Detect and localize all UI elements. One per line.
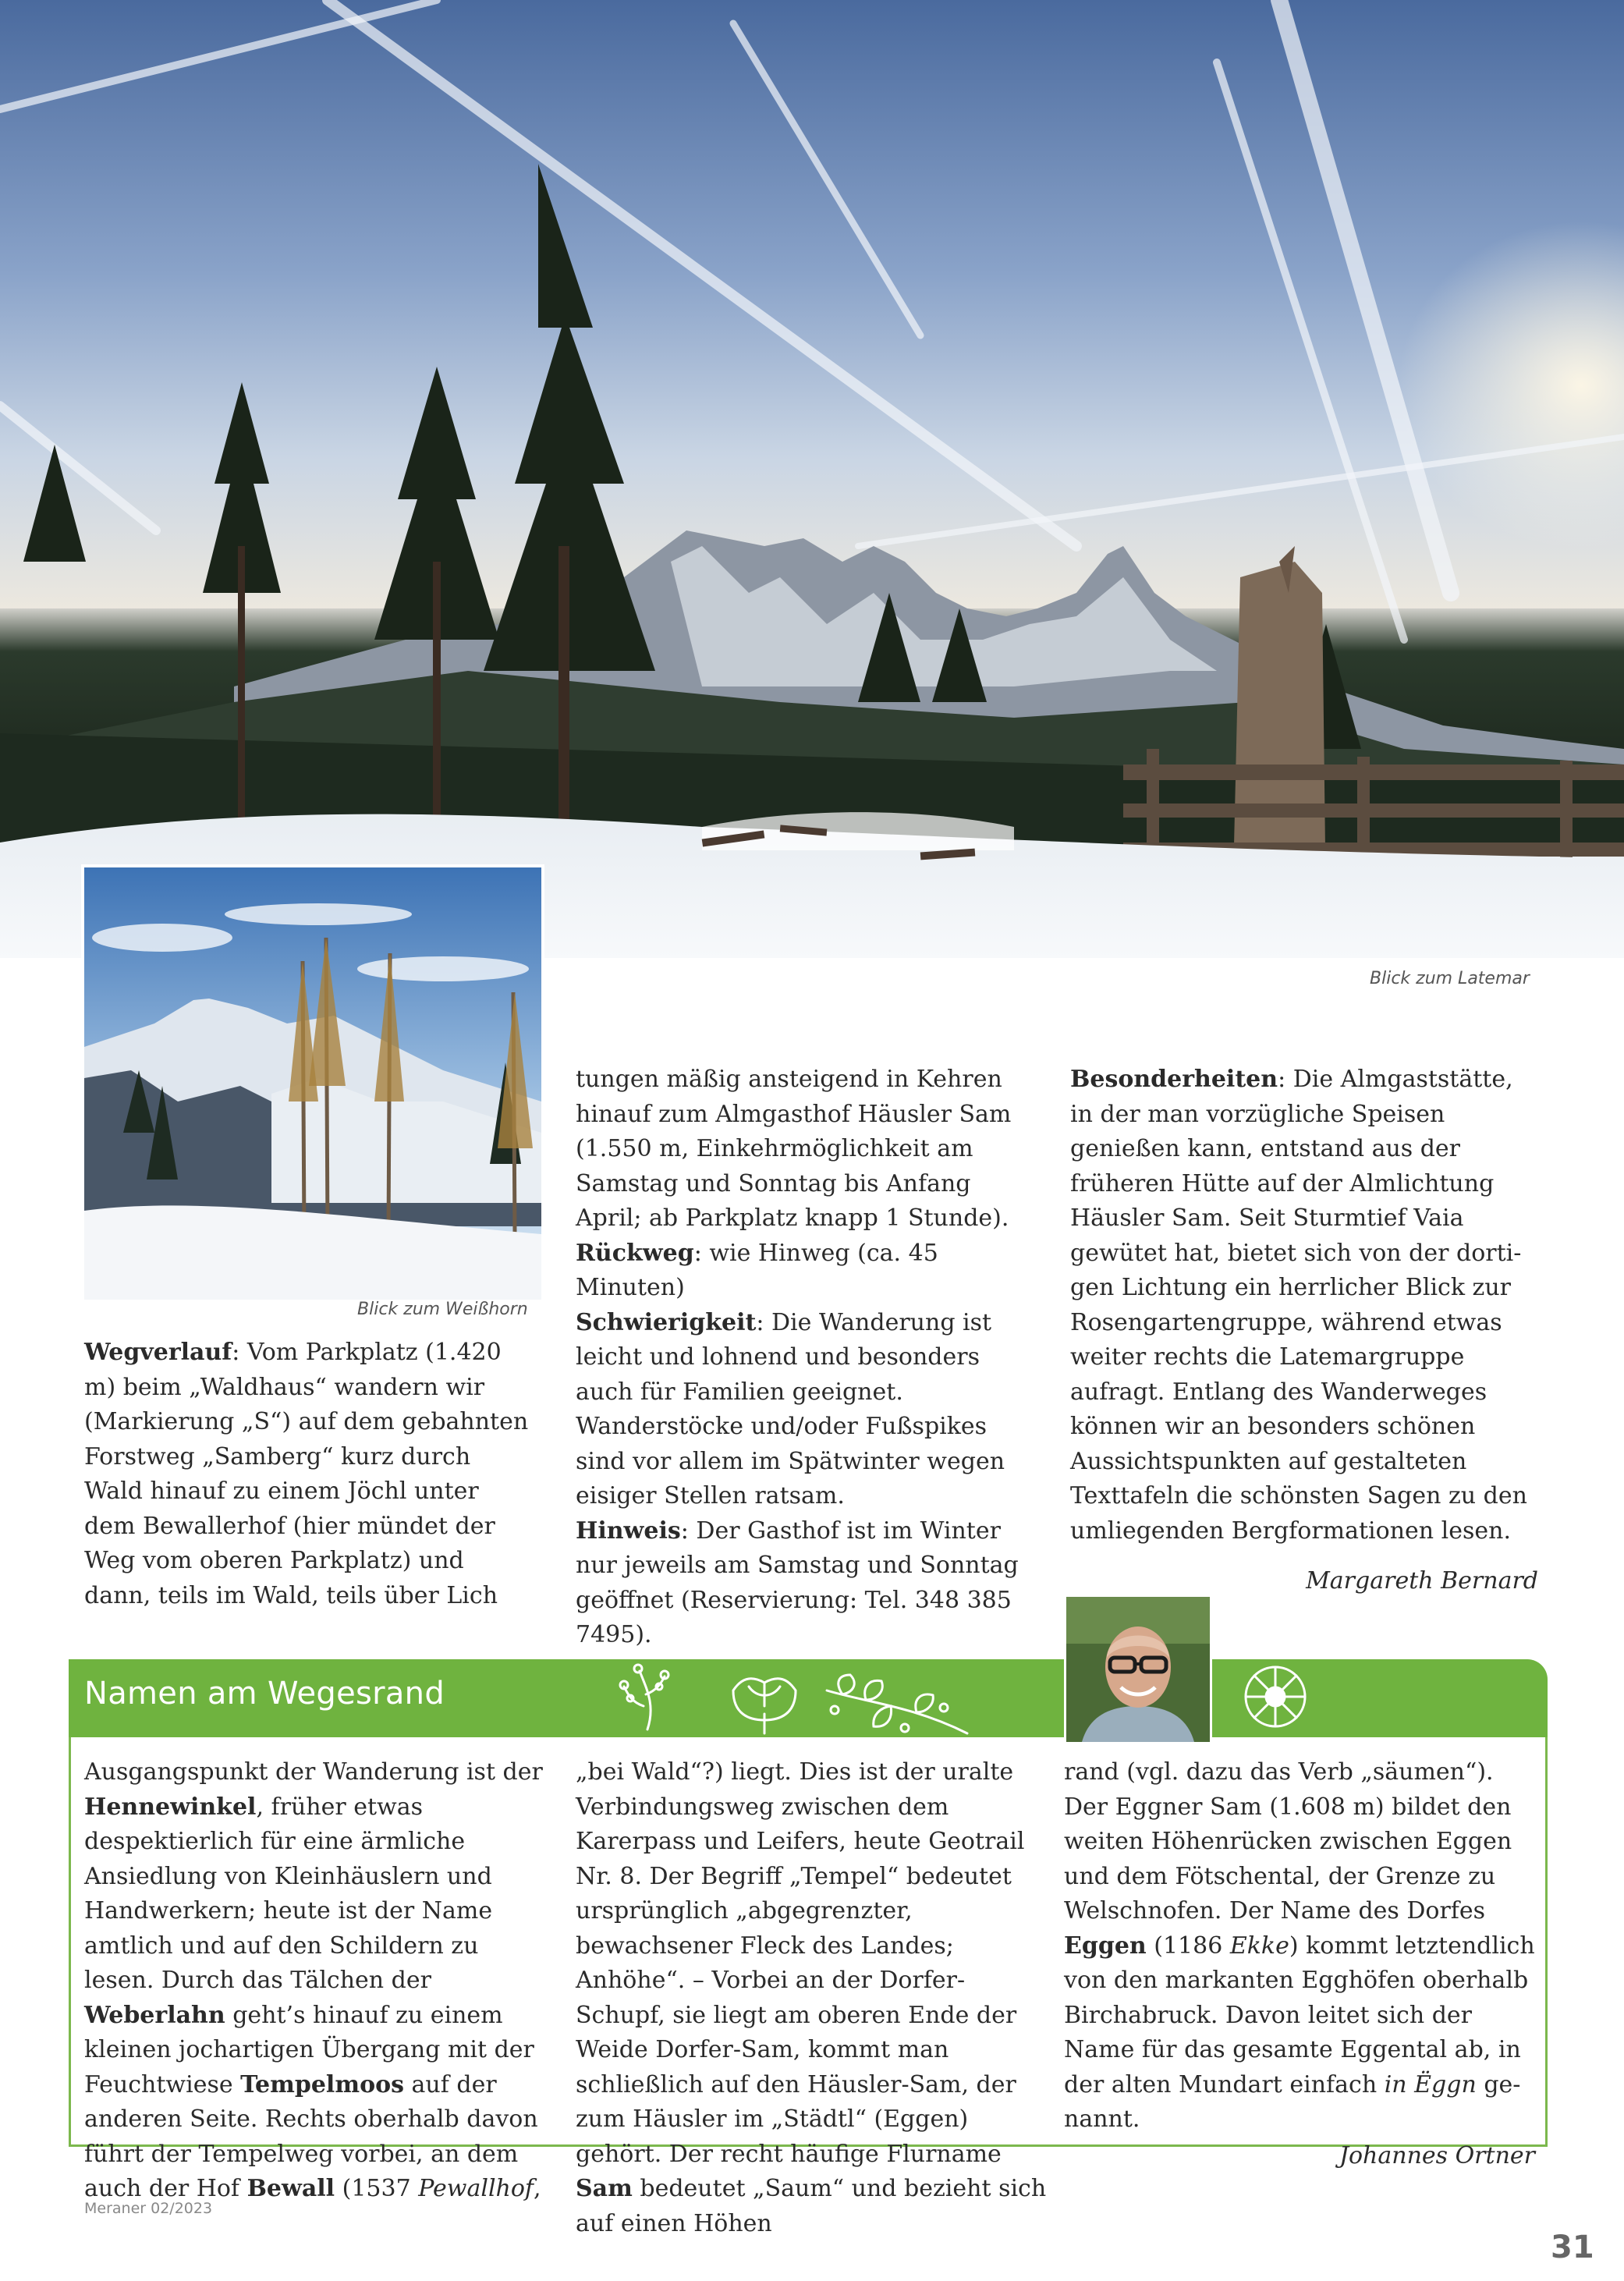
floral-decoration-icon xyxy=(601,1659,1342,1737)
author-portrait xyxy=(1064,1595,1212,1744)
box-col3-text-3: ) kommt letztendlich von den markanten Egghöfen oberhalb Birchabruck. Davon leitet sich der Name für das gesamte Eggental ab, in der alten Mundart einfach xyxy=(1064,1932,1535,2098)
article-column-1 xyxy=(84,1336,532,1613)
wegverlauf-label: Wegverlauf xyxy=(84,1339,232,1366)
box-col1-text-1: Ausgangspunkt der Wanderung ist der xyxy=(84,1758,543,1786)
box-column-3 xyxy=(1064,1755,1535,2173)
box-title: Namen am Wegesrand xyxy=(84,1676,445,1712)
box-col1-text-2: , früher etwas despektierlich für eine ärmliche Ansiedlung von Kleinhäuslern und Handwerkern; heute ist der Name amtlich und auf den Schildern zu lesen. Durch das Tälchen der xyxy=(84,1793,493,1994)
hero-photo-illustration xyxy=(0,0,1624,958)
schwierigkeit-label: Schwierigkeit xyxy=(576,1308,757,1336)
box-col3-text-2: (1186 xyxy=(1146,1932,1230,1960)
besonderheiten-label: Besonderheiten xyxy=(1070,1066,1278,1093)
inset-photo-illustration xyxy=(84,867,541,1300)
rueckweg-label: Rückweg xyxy=(576,1239,694,1267)
box-col1-text-4: auf der anderen Seite. Rechts oberhalb davon führt der Tempelweg vorbei, an dem auch der Hof xyxy=(84,2070,538,2202)
wegverlauf-text: : Vom Parkplatz (1.420 m) beim „Waldhaus“ wandern wir (Markierung „S“) auf dem gebahnten Forstweg „Samberg“ kurz durch Wald hinauf zu einem Jöchl unter dem Bewallerhof (hier mündet der Weg vom oberen Parkplatz) und dann, teils im Wald, teils über Lich xyxy=(84,1339,529,1609)
hinweis-text: : Der Gasthof ist im Winter nur jeweils am Samstag und Sonntag geöffnet (Reservierung: Tel. 348 385 7495). xyxy=(576,1517,1019,1648)
hinweis-paragraph xyxy=(576,1514,1044,1653)
hinweis-label: Hinweis xyxy=(576,1517,681,1545)
box-col1-bold-bewall: Bewall xyxy=(246,2175,335,2202)
box-column-1 xyxy=(84,1755,548,2207)
schwierigkeit-text: : Die Wanderung ist leicht und lohnend und besonders auch für Familien geeignet. Wanderstöcke und/oder Fußspikes sind vor allem im Spätwinter wegen eisiger Stellen ratsam. xyxy=(576,1308,1005,1509)
box-col1-text-3: geht’s hinauf zu einem kleinen jochartigen Übergang mit der Feuchtwiese xyxy=(84,2001,534,2098)
box-col3-text-4: genannt. xyxy=(1064,2070,1521,2133)
article-column-2 xyxy=(576,1062,1044,1653)
box-col1-bold-tempelmoos: Tempelmoos xyxy=(240,2070,404,2098)
box-col1-text-5: (1537 xyxy=(335,2175,419,2202)
box-col1-bold-hennewinkel: Hennewinkel xyxy=(84,1793,257,1821)
rueckweg-paragraph xyxy=(576,1236,1044,1306)
inset-photo-weisshorn xyxy=(81,864,544,1303)
box-col2-text-1: „bei Wald“?) liegt. Dies ist der uralte Verbindungsweg zwischen dem Karerpass und Leifers, heute Geotrail Nr. 8. Der Begriff „Tempel“ bedeutet ursprünglich „abgegrenzter, bewachsener Fleck des Landes; Anhöhe“. – Vorbei an der Dorfer-Schupf, sie liegt am oberen Ende der Weide Dorfer-Sam, kommt man schließlich auf den Häusler-Sam, der zum Häusler im „Städtl“ (Eggen) gehört. Der recht häufige Flurname xyxy=(576,1758,1025,2168)
hero-caption: Blick zum Latemar xyxy=(1370,969,1530,988)
box-column-2 xyxy=(576,1755,1048,2241)
besonderheiten-paragraph xyxy=(1070,1062,1538,1548)
article-author: Margareth Bernard xyxy=(1306,1567,1538,1595)
box-col3-italic-in-eggn: in Ëggn xyxy=(1384,2070,1477,2098)
besonderheiten-text: : Die Almgaststätte, in der man vorzügliche Speisen genießen kann, entstand aus der früheren Hütte auf der Almlichtung Häusler Sam. Seit Sturmtief Vaia gewütet hat, bietet sich von der dortigen Lichtung ein herrlicher Blick zur Rosengartengruppe, während etwas weiter rechts die Latemargruppe aufragt. Entlang des Wanderweges können wir an besonders schönen Aussichtspunkten auf gestalteten Texttafeln die schönsten Sagen zu den umliegenden Bergformationen lesen. xyxy=(1070,1066,1527,1545)
box-col3-bold-eggen: Eggen xyxy=(1064,1932,1147,1960)
box-col2-paragraph xyxy=(576,1755,1048,2241)
box-author: Johannes Ortner xyxy=(1339,2141,1535,2169)
box-col1-bold-weberlahn: Weberlahn xyxy=(84,2001,225,2029)
schwierigkeit-paragraph xyxy=(576,1306,1044,1514)
inset-caption: Blick zum Weißhorn xyxy=(357,1300,528,1319)
box-col2-text-2: bedeutet „Saum“ und bezieht sich auf einen Höhen xyxy=(576,2175,1047,2237)
box-col2-bold-sam: Sam xyxy=(576,2175,633,2202)
wegverlauf-continuation: tungen mäßig ansteigend in Kehren hinauf zum Almgasthof Häusler Sam (1.550 m, Einkehrmöglichkeit am Samstag und Sonntag bis Anfang April; ab Parkplatz knapp 1 Stunde). xyxy=(576,1066,1012,1232)
box-col1-text-6: , xyxy=(534,2175,541,2202)
box-col1-paragraph xyxy=(84,1755,548,2207)
page-number: 31 xyxy=(1551,2230,1594,2265)
wegverlauf-paragraph xyxy=(84,1336,532,1613)
footer-issue: Meraner 02/2023 xyxy=(84,2200,213,2217)
box-col3-italic-ekke: Ekke xyxy=(1229,1932,1289,1960)
box-col1-italic-pewallhof: Pewallhof xyxy=(418,2175,534,2202)
author-portrait-avatar-icon xyxy=(1066,1597,1210,1742)
rueckweg-text: : wie Hinweg (ca. 45 Minuten) xyxy=(576,1239,938,1301)
article-column-3 xyxy=(1070,1062,1538,1599)
hero-photo-latemar xyxy=(0,0,1624,958)
box-col3-paragraph xyxy=(1064,1755,1535,2137)
box-col3-text-1: rand (vgl. dazu das Verb „säumen“). Der Eggner Sam (1.608 m) bildet den weiten Höhenrücken zwischen Eggen und dem Fötschental, der Grenze zu Welschnofen. Der Name des Dorfes xyxy=(1064,1758,1512,1924)
